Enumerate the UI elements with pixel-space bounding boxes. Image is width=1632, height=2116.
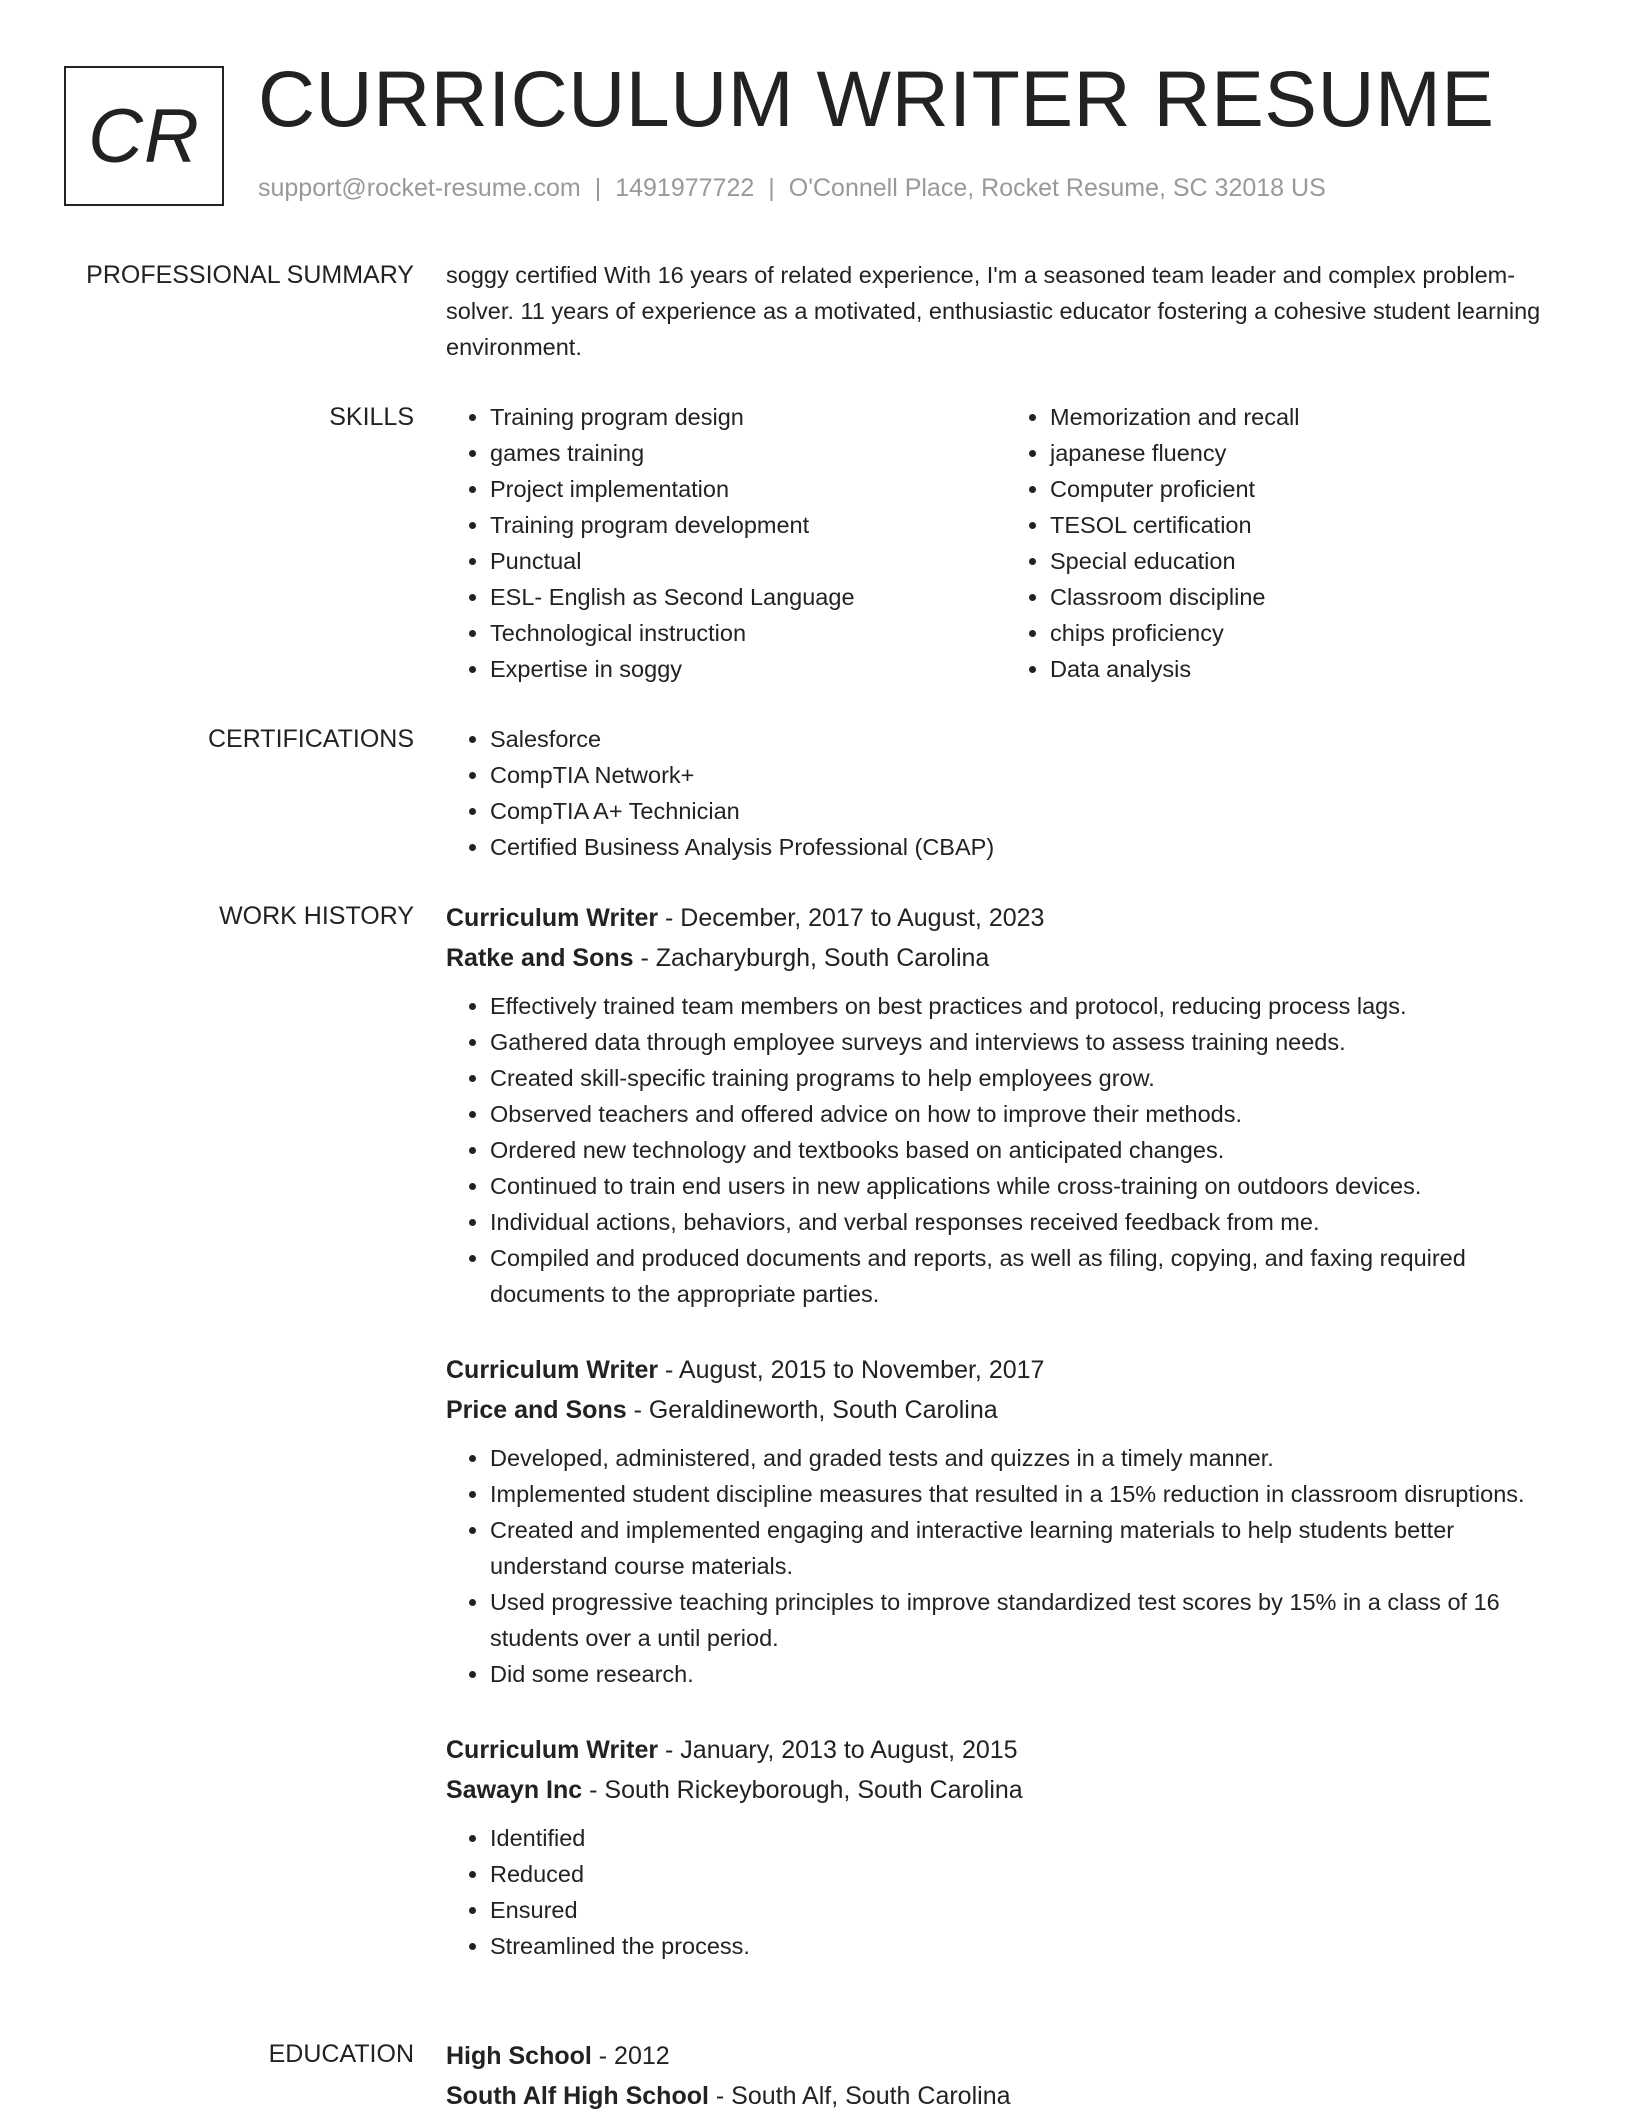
job-entry (446, 898, 1566, 1312)
job-title: Curriculum Writer (446, 904, 659, 932)
job-bullet: • Streamlined the process. (490, 1928, 1566, 1964)
skill-item: • chips proficiency (1050, 615, 1566, 651)
skill-item: • japanese fluency (1050, 435, 1566, 471)
skill-item: • ESL- English as Second Language (490, 579, 1006, 615)
job-company-line (446, 938, 1566, 978)
job-entry (446, 1730, 1566, 1964)
job-bullets (446, 1440, 1566, 1692)
job-company: Sawayn Inc (446, 1776, 583, 1804)
job-location: - Zacharyburgh, South Carolina (633, 944, 990, 972)
section-label-summary: PROFESSIONAL SUMMARY (86, 261, 414, 289)
education-degree-line (446, 2036, 1566, 2076)
job-bullet: • Effectively trained team members on best practices and protocol, reducing process lags. (490, 988, 1566, 1024)
skill-item: • Data analysis (1050, 651, 1566, 687)
skill-item: • Memorization and recall (1050, 399, 1566, 435)
skills-list-left (446, 399, 1006, 687)
skill-item: • Project implementation (490, 471, 1006, 507)
education-year: - 2012 (591, 2042, 670, 2070)
job-bullet: • Created and implemented engaging and interactive learning materials to help students better understand course materials. (490, 1512, 1566, 1584)
job-entry (446, 1350, 1566, 1692)
job-bullets (446, 988, 1566, 1312)
certification-item: • Salesforce (490, 721, 1566, 757)
job-bullet: • Continued to train end users in new applications while cross-training on outdoors devices. (490, 1168, 1566, 1204)
job-company-line (446, 1390, 1566, 1430)
education-body (446, 2036, 1566, 2116)
certification-item: • Certified Business Analysis Professional (CBAP) (490, 829, 1566, 865)
job-company: Ratke and Sons (446, 944, 634, 972)
contact-separator: | (594, 174, 602, 202)
job-bullet: • Did some research. (490, 1656, 1566, 1692)
job-title: Curriculum Writer (446, 1356, 659, 1384)
section-label-education: EDUCATION (268, 2040, 414, 2068)
job-title-line (446, 1350, 1566, 1390)
contact-line (258, 174, 1326, 203)
section-label-work-history: WORK HISTORY (219, 902, 414, 930)
certifications-list (446, 721, 1566, 865)
job-company: Price and Sons (446, 1396, 627, 1424)
job-bullet: • Observed teachers and offered advice on how to improve their methods. (490, 1096, 1566, 1132)
skill-item: • Special education (1050, 543, 1566, 579)
section-label-certifications: CERTIFICATIONS (207, 725, 414, 753)
section-label-skills: SKILLS (329, 403, 414, 431)
job-bullet: • Used progressive teaching principles to improve standardized test scores by 15% in a class of 16 students over a until period. (490, 1584, 1566, 1656)
job-bullet: • Gathered data through employee surveys and interviews to assess training needs. (490, 1024, 1566, 1060)
contact-phone: 1491977722 (615, 174, 755, 202)
job-location: - Geraldineworth, South Carolina (626, 1396, 998, 1424)
monogram-initials: CR (88, 93, 200, 179)
education-school-line (446, 2076, 1566, 2116)
skill-item: • TESOL certification (1050, 507, 1566, 543)
monogram-box (64, 66, 224, 206)
certification-item: • CompTIA A+ Technician (490, 793, 1566, 829)
skill-item: • Training program design (490, 399, 1006, 435)
resume-title: CURRICULUM WRITER RESUME (258, 54, 1495, 143)
skills-columns (446, 399, 1566, 687)
job-bullets (446, 1820, 1566, 1964)
job-title-line (446, 898, 1566, 938)
education-location: - South Alf, South Carolina (708, 2082, 1011, 2110)
education-degree: High School (446, 2042, 592, 2070)
contact-email: support@rocket-resume.com (258, 174, 581, 202)
job-title: Curriculum Writer (446, 1736, 659, 1764)
job-dates: - August, 2015 to November, 2017 (658, 1356, 1045, 1384)
certification-item: • CompTIA Network+ (490, 757, 1566, 793)
skill-item: • Punctual (490, 543, 1006, 579)
job-bullet: • Ensured (490, 1892, 1566, 1928)
work-history-body (446, 898, 1566, 2002)
skill-item: • Expertise in soggy (490, 651, 1006, 687)
job-bullet: • Reduced (490, 1856, 1566, 1892)
education-school: South Alf High School (446, 2082, 709, 2110)
skill-item: • Classroom discipline (1050, 579, 1566, 615)
skill-item: • Computer proficient (1050, 471, 1566, 507)
job-bullet: • Individual actions, behaviors, and verbal responses received feedback from me. (490, 1204, 1566, 1240)
job-bullet: • Created skill-specific training programs to help employees grow. (490, 1060, 1566, 1096)
job-bullet: • Implemented student discipline measures that resulted in a 15% reduction in classroom disruptions. (490, 1476, 1566, 1512)
job-company-line (446, 1770, 1566, 1810)
job-dates: - January, 2013 to August, 2015 (658, 1736, 1018, 1764)
skill-item: • games training (490, 435, 1006, 471)
job-bullet: • Developed, administered, and graded tests and quizzes in a timely manner. (490, 1440, 1566, 1476)
job-title-line (446, 1730, 1566, 1770)
job-bullet: • Ordered new technology and textbooks based on anticipated changes. (490, 1132, 1566, 1168)
contact-separator: | (768, 174, 775, 202)
skill-item: • Technological instruction (490, 615, 1006, 651)
job-bullet: • Identified (490, 1820, 1566, 1856)
contact-address: O'Connell Place, Rocket Resume, SC 32018 US (788, 174, 1326, 202)
skills-list-right (1006, 399, 1566, 687)
certifications-body (446, 721, 1566, 865)
skill-item: • Training program development (490, 507, 1006, 543)
summary-text: soggy certified With 16 years of related experience, I'm a seasoned team leader and complex problem-solver. 11 years of experience as a motivated, enthusiastic educator fostering a cohesive student learning environment. (446, 262, 1541, 360)
job-dates: - December, 2017 to August, 2023 (658, 904, 1045, 932)
job-bullet: • Compiled and produced documents and reports, as well as filing, copying, and faxing required documents to the appropriate parties. (490, 1240, 1566, 1312)
job-location: - South Rickeyborough, South Carolina (582, 1776, 1023, 1804)
